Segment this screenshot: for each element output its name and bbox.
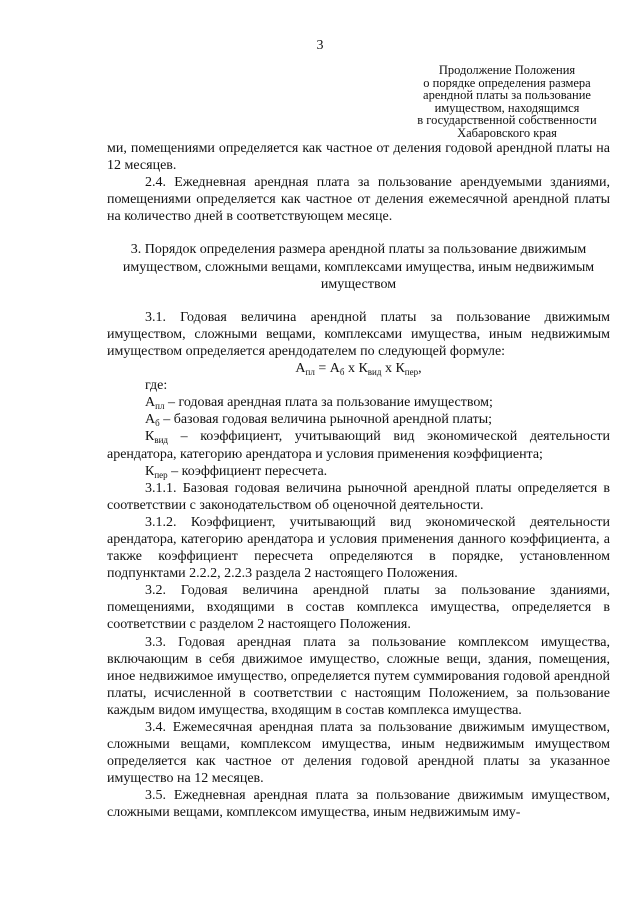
- paragraph-3-5: 3.5. Ежедневная арендная плата за пользование движимым имуществом, сложными вещами, комплексом имущества, иным недвижимым иму-: [107, 788, 610, 821]
- paragraph-continued: ми, помещениями определяется как частное от деления годовой арендной платы на 12 месяцев.: [107, 141, 610, 174]
- rent-formula: $А_{пл} = А_б$ х $К_{вид}$ х $К_{пер}$,: [295, 361, 422, 378]
- definition-kvid: $К_{вид}$ – коэффициент, учитывающий вид экономической деятельности арендатора, категорию арендатора и условия применения коэффициента;: [107, 429, 610, 462]
- paragraph-3-2: 3.2. Годовая величина арендной платы за пользование зданиями, помещениями, входящими в состав комплекса имущества, определяется в соответствии с разделом 2 настоящего Положения.: [107, 583, 610, 633]
- paragraph-3-3: 3.3. Годовая арендная плата за пользование комплексом имущества, включающим в себя движимое имущество, сложные вещи, здания, помещения, иное недвижимое имущество, определяется путем суммирования годовой арендной платы, исчисленной в соответствии с настоящим Положением, за пользование каждым видом имущества, входящим в состав комплекса имущества.: [107, 634, 610, 718]
- page-number: 3: [316, 38, 324, 53]
- where-label: где:: [145, 378, 168, 394]
- continuation-line: имуществом, находящимся: [434, 100, 580, 115]
- definition-kper: $К_{пер}$ – коэффициент пересчета.: [145, 463, 328, 480]
- paragraph-3-1-1: 3.1.1. Базовая годовая величина рыночной арендной платы определяется в соответствии с законодательством об оценочной деятельности.: [107, 480, 610, 513]
- paragraph-3-1-2: 3.1.2. Коэффициент, учитывающий вид экономической деятельности арендатора, категорию арендатора и условия применения данного коэффициента, а также коэффициент пересчета определяются в порядке, установленном подпунктами 2.2.2, 2.2.3 раздела 2 настоящего Положения.: [107, 514, 610, 582]
- section-3-heading: 3. Порядок определения размера арендной платы за пользование движимым имуществом, сложными вещами, комплексами имущества, иным недвижимым имуществом: [122, 242, 595, 292]
- continuation-line: Хабаровского края: [457, 125, 557, 140]
- continuation-line: в государственной собственности: [417, 113, 597, 127]
- continuation-line: арендной платы за пользование: [423, 88, 591, 102]
- paragraph-3-1: 3.1. Годовая величина арендной платы за пользование движимым имуществом, сложными вещами, комплексами имущества, иным недвижимым имуществом определяется арендодателем по следующей формуле:: [107, 309, 610, 359]
- definition-ab: $А_б$ – базовая годовая величина рыночной арендной платы;: [145, 412, 493, 429]
- document-body: [107, 140, 610, 822]
- paragraph-2-4: 2.4. Ежедневная арендная плата за пользование арендуемыми зданиями, помещениями определяется как частное от деления ежемесячной арендной платы на количество дней в соответствующем месяце.: [107, 175, 610, 225]
- paragraph-3-4: 3.4. Ежемесячная арендная плата за пользование движимым имуществом, сложными вещами, комплексом имущества, иным недвижимым имуществом определяется как частное от деления годовой арендной платы за указанное имущество на 12 месяцев.: [107, 720, 610, 787]
- continuation-line: о порядке определения размера: [423, 75, 591, 90]
- definition-apl: $А_{пл}$ – годовая арендная плата за пользование имуществом;: [145, 395, 493, 412]
- continuation-line: Продолжение Положения: [438, 63, 576, 77]
- continuation-header: [402, 64, 612, 139]
